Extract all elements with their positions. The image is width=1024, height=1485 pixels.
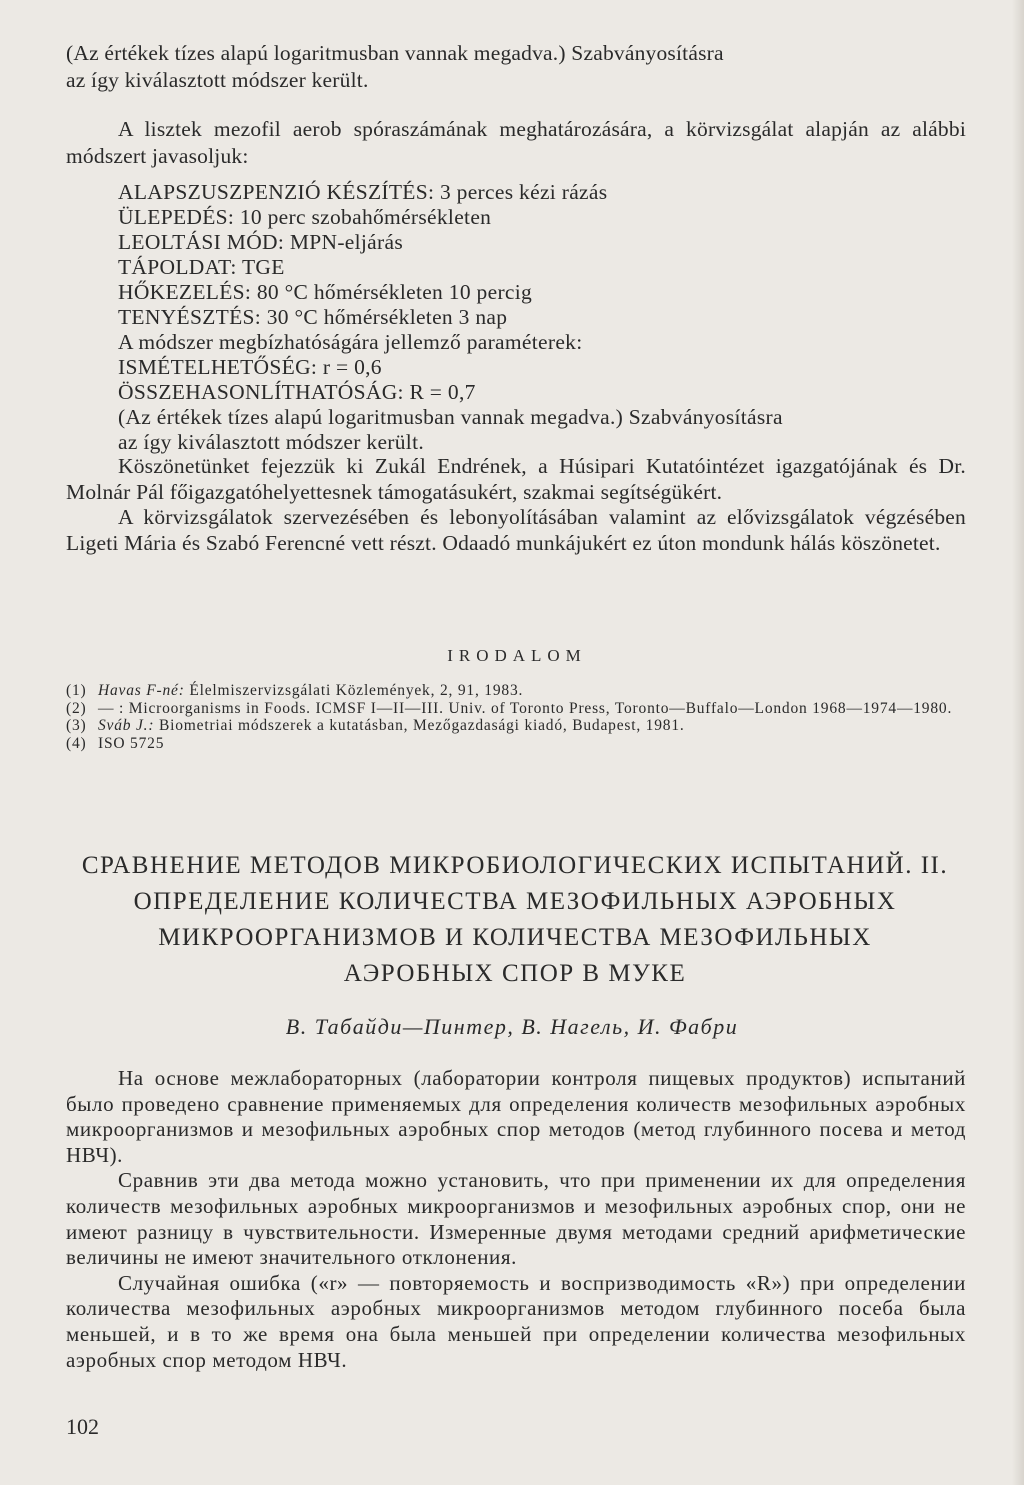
reference-number: (2) [66, 699, 87, 717]
method-line: A módszer megbízhatóságára jellemző paraméterek: [118, 330, 583, 354]
reference-text: — : Microorganisms in Foods. ICMSF I—II—III. Univ. of Toronto Press, Toronto—Buffalo—London 1968—1974—1980. [98, 699, 953, 717]
intro-line: (Az értékek tízes alapú logaritmusban vannak megadva.) Szabványosításra [66, 41, 724, 65]
reference-item [66, 682, 966, 700]
title-line: ОПРЕДЕЛЕНИЕ КОЛИЧЕСТВА МЕЗОФИЛЬНЫХ АЭРОБНЫХ [133, 888, 897, 915]
method-line: LEOLTÁSI MÓD: MPN-eljárás [118, 230, 403, 254]
reference-number: (4) [66, 734, 87, 752]
reference-item [66, 700, 966, 718]
method-line: ÜLEPEDÉS: 10 perc szobahőmérsékleten [118, 205, 492, 229]
reference-text: Biometriai módszerek a kutatásban, Mezőgazdasági kiadó, Budapest, 1981. [154, 717, 685, 734]
method-line: (Az értékek tízes alapú logaritmusban vannak megadva.) Szabványosításra [118, 405, 783, 429]
reference-text: Élelmiszervizsgálati Közlemények, 2, 91, 1983. [184, 682, 524, 699]
method-line: az így kiválasztott módszer került. [118, 430, 425, 454]
abstract-paragraph: Случайная ошибка («r» — повторяемость и воспризводимость «R») при определении количества мезофильных аэробных микроорганизмов методом глубинного посеба была меньшей, и в то же время она была меньшей при определении количества мезофильных аэробных спор методом НВЧ. [66, 1270, 966, 1372]
reference-author: Havas F-né: [98, 682, 185, 699]
title-line: МИКРООРГАНИЗМОВ И КОЛИЧЕСТВА МЕЗОФИЛЬНЫХ [158, 924, 872, 951]
method-line: ÖSSZEHASONLÍTHATÓSÁG: R = 0,7 [118, 380, 476, 404]
intro-text [66, 40, 966, 94]
method-line: TÁPOLDAT: TGE [118, 255, 285, 279]
ack-paragraph: Köszönetünket fejezzük ki Zukál Endrének, a Húsipari Kutatóintézet igazgatójának és Dr. Molnár Pál főigazgatóhelyettesnek támogatásukért, szakmai segítségükért. [66, 454, 966, 504]
page-edge [1012, 0, 1024, 1485]
reference-number: (3) [66, 717, 87, 734]
reference-text: ISO 5725 [98, 734, 165, 752]
article-authors: В. Табайди—Пинтер, В. Нагель, И. Фабри [285, 1014, 739, 1039]
method-line: ISMÉTELHETŐSÉG: r = 0,6 [118, 355, 382, 379]
reference-item [66, 735, 966, 753]
page-number: 102 [66, 1414, 99, 1439]
title-line: АЭРОБНЫХ СПОР В МУКЕ [343, 960, 687, 987]
acknowledgements [66, 454, 966, 556]
reference-author: Sváb J.: [98, 717, 155, 734]
ack-paragraph: A körvizsgálatok szervezésében és lebonyolításában valamint az elővizsgálatok végzésében Ligeti Mária és Szabó Ferencné vett részt. Odaadó munkájukért ez úton mondunk hálás köszönetet. [66, 505, 966, 555]
references-heading: IRODALOM [447, 646, 587, 665]
article-title [60, 848, 970, 992]
method-line: ALAPSZUSZPENZIÓ KÉSZÍTÉS: 3 perces kézi rázás [118, 180, 608, 204]
intro-line: az így kiválasztott módszer került. [66, 68, 369, 92]
title-line: СРАВНЕНИЕ МЕТОДОВ МИКРОБИОЛОГИЧЕСКИХ ИСПЫТАНИЙ. II. [81, 852, 949, 879]
reference-item [66, 717, 966, 735]
abstract-body [66, 1066, 966, 1373]
reference-number: (1) [66, 682, 87, 699]
method-paragraph [66, 116, 966, 170]
method-list [118, 180, 968, 455]
method-line: TENYÉSZTÉS: 30 °C hőmérsékleten 3 nap [118, 305, 508, 329]
method-line: HŐKEZELÉS: 80 °C hőmérsékleten 10 percig [118, 280, 533, 304]
references-list [66, 682, 966, 752]
paragraph-text: A lisztek mezofil aerob spóraszámának meghatározására, a körvizsgálat alapján az alábbi módszert javasoljuk: [66, 117, 966, 168]
abstract-paragraph: На основе межлабораторных (лаборатории контроля пищевых продуктов) испытаний было проведено сравнение применяемых для определения количеств мезофильных аэробных микроорганизмов и мезофильных аэробных спор методов (метод глубинного посева и метод НВЧ). [66, 1066, 966, 1167]
abstract-paragraph: Сравнив эти два метода можно установить, что при применении их для определения количеств мезофильных аэробных микроорганизмов и мезофильных аэробных спор, они не имеют разницу в чувствительности. Измеренные двумя методами средний арифметические величины не имеют значительного отклонения. [66, 1168, 966, 1270]
